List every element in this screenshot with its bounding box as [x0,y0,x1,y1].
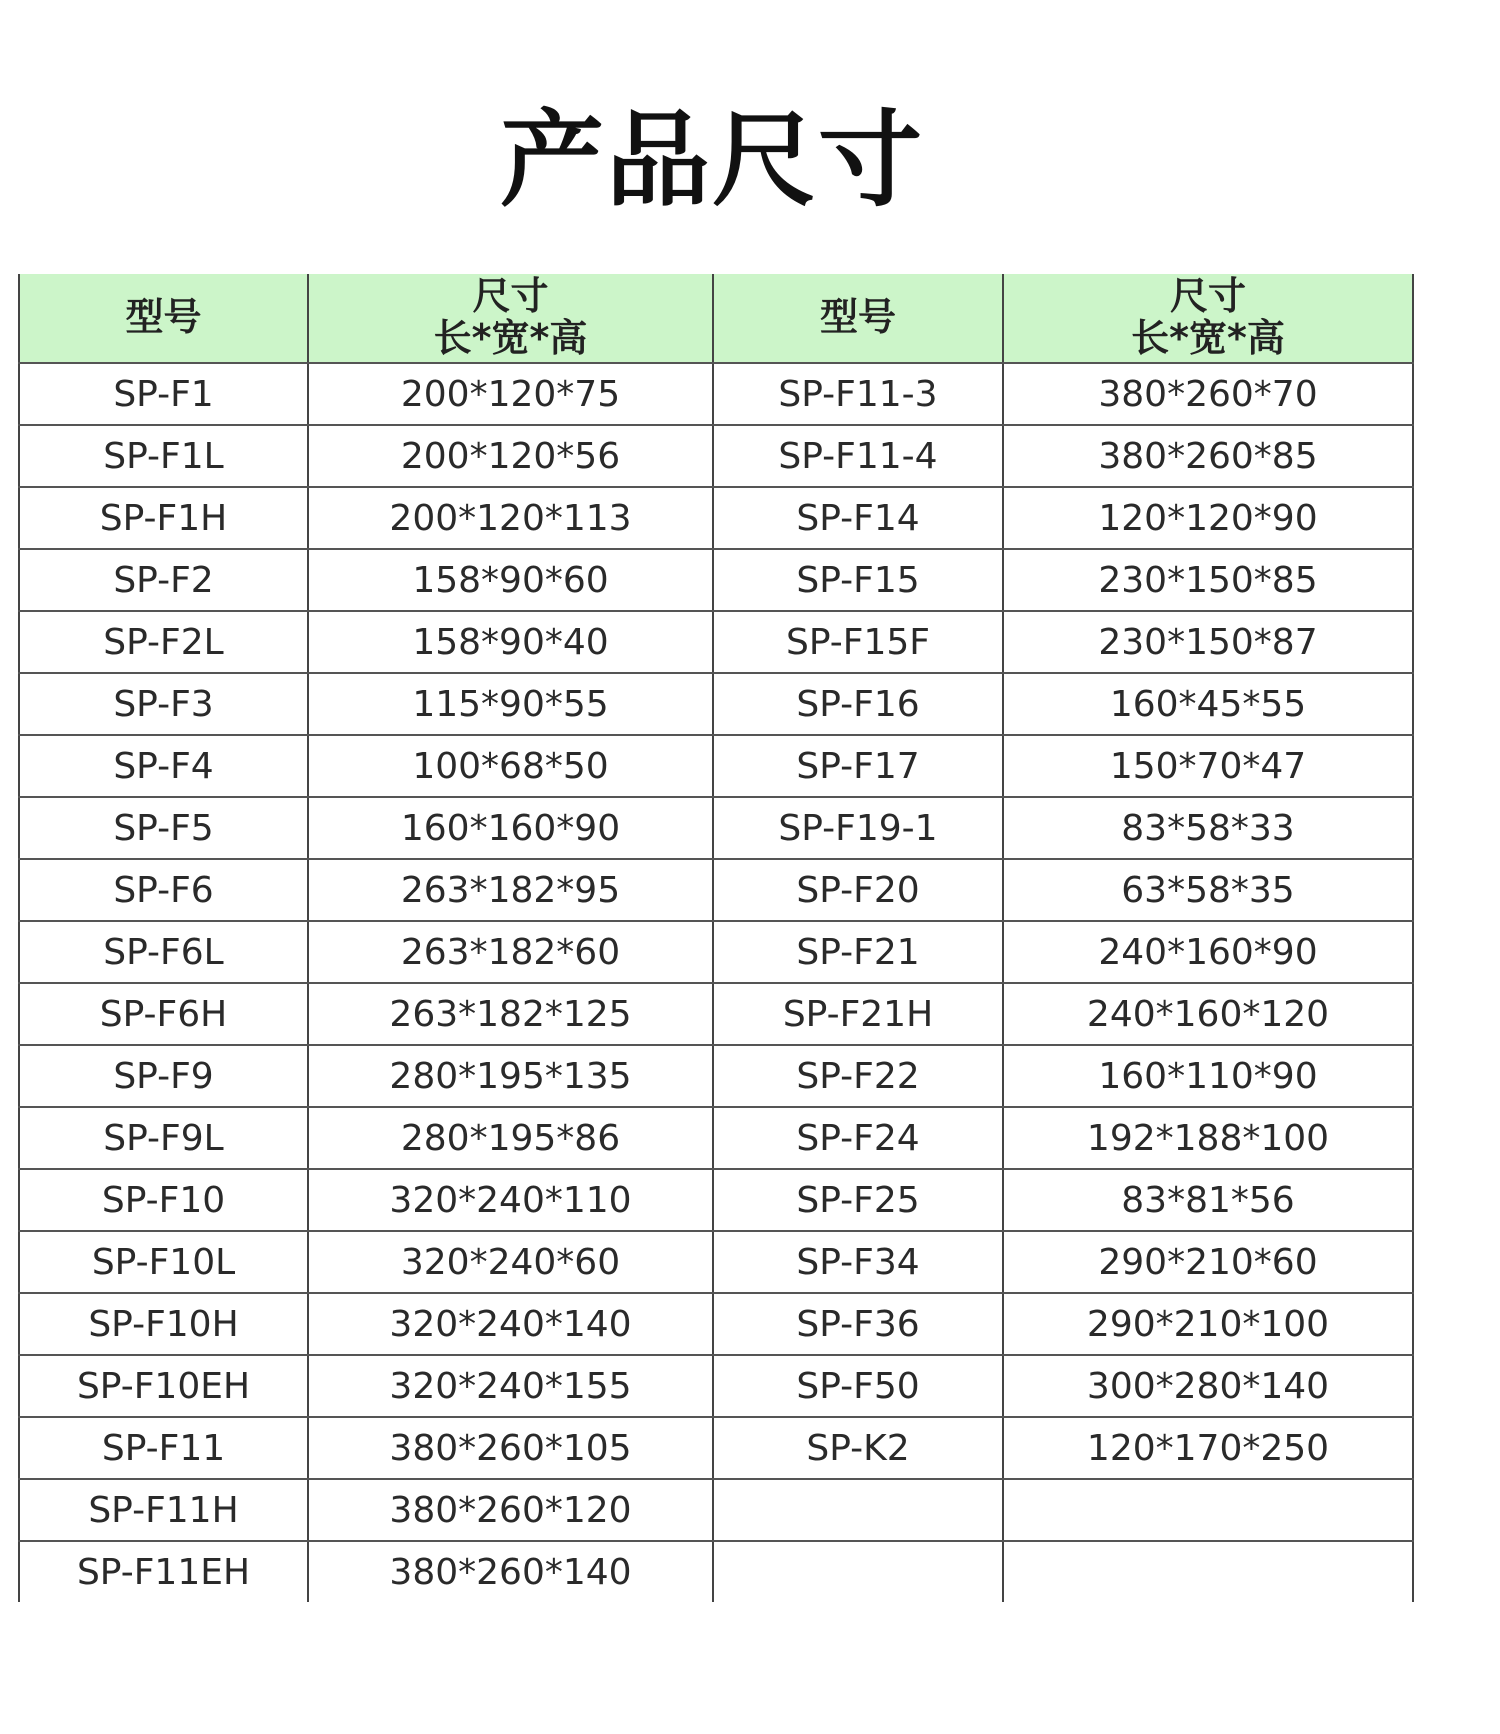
product-size-table [18,274,1414,1602]
model-cell-right [713,1479,1003,1541]
table-row [19,797,1413,859]
size-cell-left: 280*195*135 [308,1045,713,1107]
table-row [19,921,1413,983]
header-size-right [1003,274,1413,363]
size-cell-right: 83*81*56 [1003,1169,1413,1231]
table-header-row [19,274,1413,363]
header-size-label: 尺寸 [1169,274,1246,319]
table-row [19,611,1413,673]
model-cell-right: SP-F15F [713,611,1003,673]
model-cell-left: SP-F1 [19,363,308,425]
size-cell-right: 240*160*120 [1003,983,1413,1045]
header-size-dimensions: 长*宽*高 [433,316,588,360]
table-row [19,1045,1413,1107]
model-cell-left: SP-F11 [19,1417,308,1479]
size-cell-right: 380*260*85 [1003,425,1413,487]
size-cell-right: 120*170*250 [1003,1417,1413,1479]
size-cell-left: 263*182*125 [308,983,713,1045]
size-cell-left: 158*90*40 [308,611,713,673]
table-row [19,1355,1413,1417]
size-cell-right: 240*160*90 [1003,921,1413,983]
table-row [19,549,1413,611]
model-cell-right: SP-F50 [713,1355,1003,1417]
size-cell-right: 160*45*55 [1003,673,1413,735]
model-cell-right: SP-F34 [713,1231,1003,1293]
size-cell-left: 200*120*56 [308,425,713,487]
size-cell-right: 290*210*100 [1003,1293,1413,1355]
model-cell-left: SP-F9L [19,1107,308,1169]
header-size-left [308,274,713,363]
model-cell-right: SP-F17 [713,735,1003,797]
size-cell-right: 290*210*60 [1003,1231,1413,1293]
model-cell-right: SP-F16 [713,673,1003,735]
size-cell-right: 160*110*90 [1003,1045,1413,1107]
table-row [19,735,1413,797]
model-cell-right: SP-F25 [713,1169,1003,1231]
table-row [19,983,1413,1045]
model-cell-right: SP-F15 [713,549,1003,611]
header-size-dimensions: 长*宽*高 [1131,316,1285,360]
model-cell-right: SP-F11-3 [713,363,1003,425]
size-cell-right: 63*58*35 [1003,859,1413,921]
size-cell-right: 300*280*140 [1003,1355,1413,1417]
table-row [19,1479,1413,1541]
table-row [19,363,1413,425]
model-cell-left: SP-F4 [19,735,308,797]
table-row [19,1417,1413,1479]
size-cell-left: 320*240*140 [308,1293,713,1355]
model-cell-right: SP-F21H [713,983,1003,1045]
size-cell-right: 230*150*87 [1003,611,1413,673]
size-cell-right: 192*188*100 [1003,1107,1413,1169]
header-model-right: 型号 [713,274,1003,363]
table-row [19,1169,1413,1231]
model-cell-left: SP-F6 [19,859,308,921]
model-cell-right: SP-F19-1 [713,797,1003,859]
size-cell-left: 380*260*105 [308,1417,713,1479]
size-cell-left: 263*182*60 [308,921,713,983]
model-cell-left: SP-F10H [19,1293,308,1355]
size-cell-left: 200*120*113 [308,487,713,549]
model-cell-right: SP-F11-4 [713,425,1003,487]
model-cell-left: SP-F6L [19,921,308,983]
size-cell-right: 380*260*70 [1003,363,1413,425]
model-cell-left: SP-F9 [19,1045,308,1107]
model-cell-left: SP-F1H [19,487,308,549]
model-cell-left: SP-F10L [19,1231,308,1293]
header-model-left: 型号 [19,274,308,363]
table-row [19,1231,1413,1293]
model-cell-left: SP-F3 [19,673,308,735]
size-cell-right: 150*70*47 [1003,735,1413,797]
size-cell-left: 320*240*155 [308,1355,713,1417]
header-size-label: 尺寸 [472,274,549,319]
model-cell-right: SP-F36 [713,1293,1003,1355]
model-cell-right: SP-F14 [713,487,1003,549]
model-cell-right: SP-F24 [713,1107,1003,1169]
model-cell-left: SP-F10EH [19,1355,308,1417]
model-cell-left: SP-F5 [19,797,308,859]
size-cell-left: 160*160*90 [308,797,713,859]
size-cell-left: 320*240*60 [308,1231,713,1293]
model-cell-right: SP-F20 [713,859,1003,921]
table-row [19,425,1413,487]
size-cell-left: 280*195*86 [308,1107,713,1169]
model-cell-right: SP-K2 [713,1417,1003,1479]
model-cell-left: SP-F2 [19,549,308,611]
size-cell-right: 83*58*33 [1003,797,1413,859]
model-cell-left: SP-F11EH [19,1541,308,1602]
size-cell-left: 380*260*120 [308,1479,713,1541]
size-cell-left: 380*260*140 [308,1541,713,1602]
model-cell-left: SP-F1L [19,425,308,487]
model-cell-right [713,1541,1003,1602]
table-row [19,859,1413,921]
size-cell-left: 115*90*55 [308,673,713,735]
size-cell-left: 263*182*95 [308,859,713,921]
table-row [19,1541,1413,1602]
size-cell-right [1003,1479,1413,1541]
size-cell-left: 100*68*50 [308,735,713,797]
size-cell-left: 158*90*60 [308,549,713,611]
size-cell-right [1003,1541,1413,1602]
page-title: 产品尺寸 [499,99,924,221]
model-cell-left: SP-F10 [19,1169,308,1231]
model-cell-right: SP-F21 [713,921,1003,983]
table-body [19,363,1413,1602]
table-row [19,1107,1413,1169]
table-row [19,487,1413,549]
table-row [19,673,1413,735]
size-cell-left: 200*120*75 [308,363,713,425]
model-cell-right: SP-F22 [713,1045,1003,1107]
size-cell-left: 320*240*110 [308,1169,713,1231]
table-row [19,1293,1413,1355]
model-cell-left: SP-F2L [19,611,308,673]
size-cell-right: 120*120*90 [1003,487,1413,549]
model-cell-left: SP-F11H [19,1479,308,1541]
model-cell-left: SP-F6H [19,983,308,1045]
size-cell-right: 230*150*85 [1003,549,1413,611]
